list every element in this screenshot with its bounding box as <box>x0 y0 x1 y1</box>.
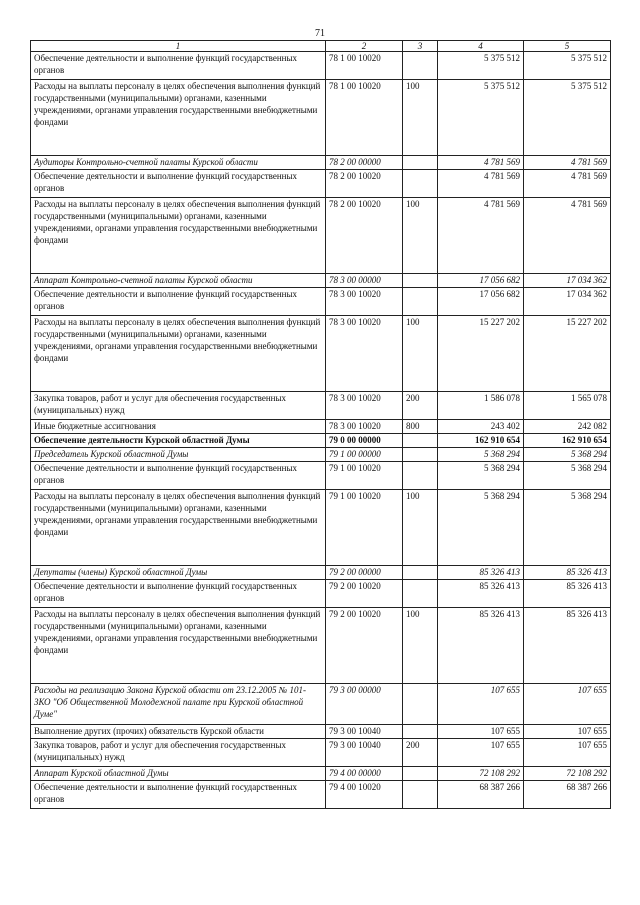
cell-name: Обеспечение деятельности и выполнение функций государственных органов <box>31 580 326 608</box>
cell-code: 78 3 00 10020 <box>326 420 403 434</box>
cell-code: 78 3 00 10020 <box>326 392 403 420</box>
cell-name: Аудиторы Контрольно-счетной палаты Курской области <box>31 156 326 170</box>
cell-name: Обеспечение деятельности и выполнение функций государственных органов <box>31 781 326 809</box>
table-row <box>31 420 611 434</box>
cell-vr <box>403 566 438 580</box>
table-row <box>31 198 611 274</box>
cell-sum2: 1 565 078 <box>524 392 611 420</box>
cell-sum2: 4 781 569 <box>524 198 611 274</box>
cell-sum1: 85 326 413 <box>438 566 524 580</box>
cell-sum1: 1 586 078 <box>438 392 524 420</box>
cell-sum1: 5 368 294 <box>438 448 524 462</box>
cell-sum1: 85 326 413 <box>438 608 524 684</box>
header-cell-name: 1 <box>31 41 326 52</box>
cell-sum1: 4 781 569 <box>438 198 524 274</box>
table-row <box>31 781 611 809</box>
cell-vr <box>403 684 438 725</box>
cell-code: 79 2 00 10020 <box>326 580 403 608</box>
cell-code: 78 1 00 10020 <box>326 80 403 156</box>
cell-sum1: 5 375 512 <box>438 52 524 80</box>
table-row <box>31 80 611 156</box>
table-row <box>31 448 611 462</box>
cell-sum1: 17 056 682 <box>438 288 524 316</box>
table-row <box>31 684 611 725</box>
cell-code: 79 3 00 10040 <box>326 725 403 739</box>
cell-name: Расходы на выплаты персоналу в целях обеспечения выполнения функций государственными (муниципальными) органами, казенными учреждениями, органами управления государственными внебюджетными фондами <box>31 80 326 156</box>
cell-code: 79 1 00 10020 <box>326 462 403 490</box>
cell-sum2: 4 781 569 <box>524 156 611 170</box>
cell-vr <box>403 52 438 80</box>
cell-vr: 100 <box>403 490 438 566</box>
budget-table <box>30 40 611 809</box>
cell-code: 79 4 00 10020 <box>326 781 403 809</box>
table-row <box>31 566 611 580</box>
cell-name: Иные бюджетные ассигнования <box>31 420 326 434</box>
cell-sum2: 107 655 <box>524 684 611 725</box>
cell-sum2: 5 375 512 <box>524 52 611 80</box>
cell-code: 79 4 00 00000 <box>326 767 403 781</box>
cell-code: 78 3 00 00000 <box>326 274 403 288</box>
cell-sum2: 5 368 294 <box>524 462 611 490</box>
cell-sum1: 5 368 294 <box>438 490 524 566</box>
cell-sum2: 5 368 294 <box>524 448 611 462</box>
cell-sum1: 85 326 413 <box>438 580 524 608</box>
header-cell-code: 2 <box>326 41 403 52</box>
cell-name: Расходы на выплаты персоналу в целях обеспечения выполнения функций государственными (муниципальными) органами, казенными учреждениями, органами управления государственными внебюджетными фондами <box>31 198 326 274</box>
cell-sum2: 17 034 362 <box>524 288 611 316</box>
cell-sum1: 15 227 202 <box>438 316 524 392</box>
cell-vr <box>403 725 438 739</box>
table-row <box>31 156 611 170</box>
cell-name: Обеспечение деятельности и выполнение функций государственных органов <box>31 170 326 198</box>
cell-sum2: 242 082 <box>524 420 611 434</box>
table-row <box>31 392 611 420</box>
table-row <box>31 767 611 781</box>
cell-sum2: 4 781 569 <box>524 170 611 198</box>
table-row <box>31 725 611 739</box>
cell-code: 79 3 00 10040 <box>326 739 403 767</box>
cell-sum2: 107 655 <box>524 725 611 739</box>
cell-sum2: 72 108 292 <box>524 767 611 781</box>
cell-sum1: 107 655 <box>438 725 524 739</box>
header-cell-sum2: 5 <box>524 41 611 52</box>
cell-code: 78 3 00 10020 <box>326 316 403 392</box>
table-row <box>31 462 611 490</box>
cell-code: 79 0 00 00000 <box>326 434 403 448</box>
cell-vr <box>403 580 438 608</box>
page-number: 71 <box>315 28 325 39</box>
cell-vr <box>403 767 438 781</box>
cell-vr: 100 <box>403 198 438 274</box>
cell-code: 78 2 00 10020 <box>326 198 403 274</box>
table-row <box>31 739 611 767</box>
table-row <box>31 274 611 288</box>
cell-name: Обеспечение деятельности и выполнение функций государственных органов <box>31 52 326 80</box>
cell-sum1: 72 108 292 <box>438 767 524 781</box>
cell-sum1: 68 387 266 <box>438 781 524 809</box>
cell-name: Депутаты (члены) Курской областной Думы <box>31 566 326 580</box>
cell-name: Расходы на выплаты персоналу в целях обеспечения выполнения функций государственными (муниципальными) органами, казенными учреждениями, органами управления государственными внебюджетными фондами <box>31 316 326 392</box>
cell-code: 78 2 00 00000 <box>326 156 403 170</box>
cell-vr <box>403 448 438 462</box>
cell-vr <box>403 156 438 170</box>
cell-sum1: 4 781 569 <box>438 170 524 198</box>
table-row <box>31 170 611 198</box>
cell-code: 79 1 00 10020 <box>326 490 403 566</box>
cell-code: 78 1 00 10020 <box>326 52 403 80</box>
cell-name: Выполнение других (прочих) обязательств Курской области <box>31 725 326 739</box>
cell-vr <box>403 288 438 316</box>
cell-vr: 800 <box>403 420 438 434</box>
cell-code: 79 2 00 00000 <box>326 566 403 580</box>
cell-sum2: 15 227 202 <box>524 316 611 392</box>
cell-vr <box>403 781 438 809</box>
cell-sum1: 107 655 <box>438 739 524 767</box>
cell-name: Закупка товаров, работ и услуг для обеспечения государственных (муниципальных) нужд <box>31 392 326 420</box>
cell-sum2: 85 326 413 <box>524 608 611 684</box>
table-row <box>31 52 611 80</box>
cell-sum2: 68 387 266 <box>524 781 611 809</box>
cell-sum1: 243 402 <box>438 420 524 434</box>
cell-name: Расходы на выплаты персоналу в целях обеспечения выполнения функций государственными (муниципальными) органами, казенными учреждениями, органами управления государственными внебюджетными фондами <box>31 490 326 566</box>
cell-vr: 200 <box>403 739 438 767</box>
cell-name: Аппарат Контрольно-счетной палаты Курской области <box>31 274 326 288</box>
cell-sum1: 4 781 569 <box>438 156 524 170</box>
cell-code: 79 2 00 10020 <box>326 608 403 684</box>
cell-vr: 100 <box>403 316 438 392</box>
cell-name: Обеспечение деятельности и выполнение функций государственных органов <box>31 288 326 316</box>
table-body <box>31 52 611 809</box>
cell-sum1: 17 056 682 <box>438 274 524 288</box>
table-row <box>31 490 611 566</box>
cell-name: Обеспечение деятельности Курской областной Думы <box>31 434 326 448</box>
cell-sum2: 5 375 512 <box>524 80 611 156</box>
cell-code: 78 3 00 10020 <box>326 288 403 316</box>
cell-sum2: 85 326 413 <box>524 580 611 608</box>
cell-code: 79 3 00 00000 <box>326 684 403 725</box>
table-row <box>31 288 611 316</box>
header-cell-sum1: 4 <box>438 41 524 52</box>
cell-vr: 200 <box>403 392 438 420</box>
cell-sum1: 107 655 <box>438 684 524 725</box>
cell-vr <box>403 170 438 198</box>
cell-vr <box>403 274 438 288</box>
cell-name: Аппарат Курской областной Думы <box>31 767 326 781</box>
cell-name: Закупка товаров, работ и услуг для обеспечения государственных (муниципальных) нужд <box>31 739 326 767</box>
header-cell-vr: 3 <box>403 41 438 52</box>
cell-sum2: 5 368 294 <box>524 490 611 566</box>
cell-vr <box>403 462 438 490</box>
table-header-row <box>31 41 611 52</box>
cell-sum2: 17 034 362 <box>524 274 611 288</box>
table-row <box>31 434 611 448</box>
cell-sum1: 5 375 512 <box>438 80 524 156</box>
cell-sum1: 162 910 654 <box>438 434 524 448</box>
cell-vr: 100 <box>403 608 438 684</box>
table-row <box>31 608 611 684</box>
cell-sum2: 85 326 413 <box>524 566 611 580</box>
cell-sum1: 5 368 294 <box>438 462 524 490</box>
cell-code: 79 1 00 00000 <box>326 448 403 462</box>
cell-sum2: 162 910 654 <box>524 434 611 448</box>
table-row <box>31 580 611 608</box>
cell-name: Расходы на реализацию Закона Курской области от 23.12.2005 № 101-ЗКО "Об Общественной Молодежной палате при Курской областной Думе" <box>31 684 326 725</box>
cell-name: Обеспечение деятельности и выполнение функций государственных органов <box>31 462 326 490</box>
table-row <box>31 316 611 392</box>
cell-name: Расходы на выплаты персоналу в целях обеспечения выполнения функций государственными (муниципальными) органами, казенными учреждениями, органами управления государственными внебюджетными фондами <box>31 608 326 684</box>
cell-vr <box>403 434 438 448</box>
cell-name: Председатель Курской областной Думы <box>31 448 326 462</box>
cell-code: 78 2 00 10020 <box>326 170 403 198</box>
cell-sum2: 107 655 <box>524 739 611 767</box>
cell-vr: 100 <box>403 80 438 156</box>
